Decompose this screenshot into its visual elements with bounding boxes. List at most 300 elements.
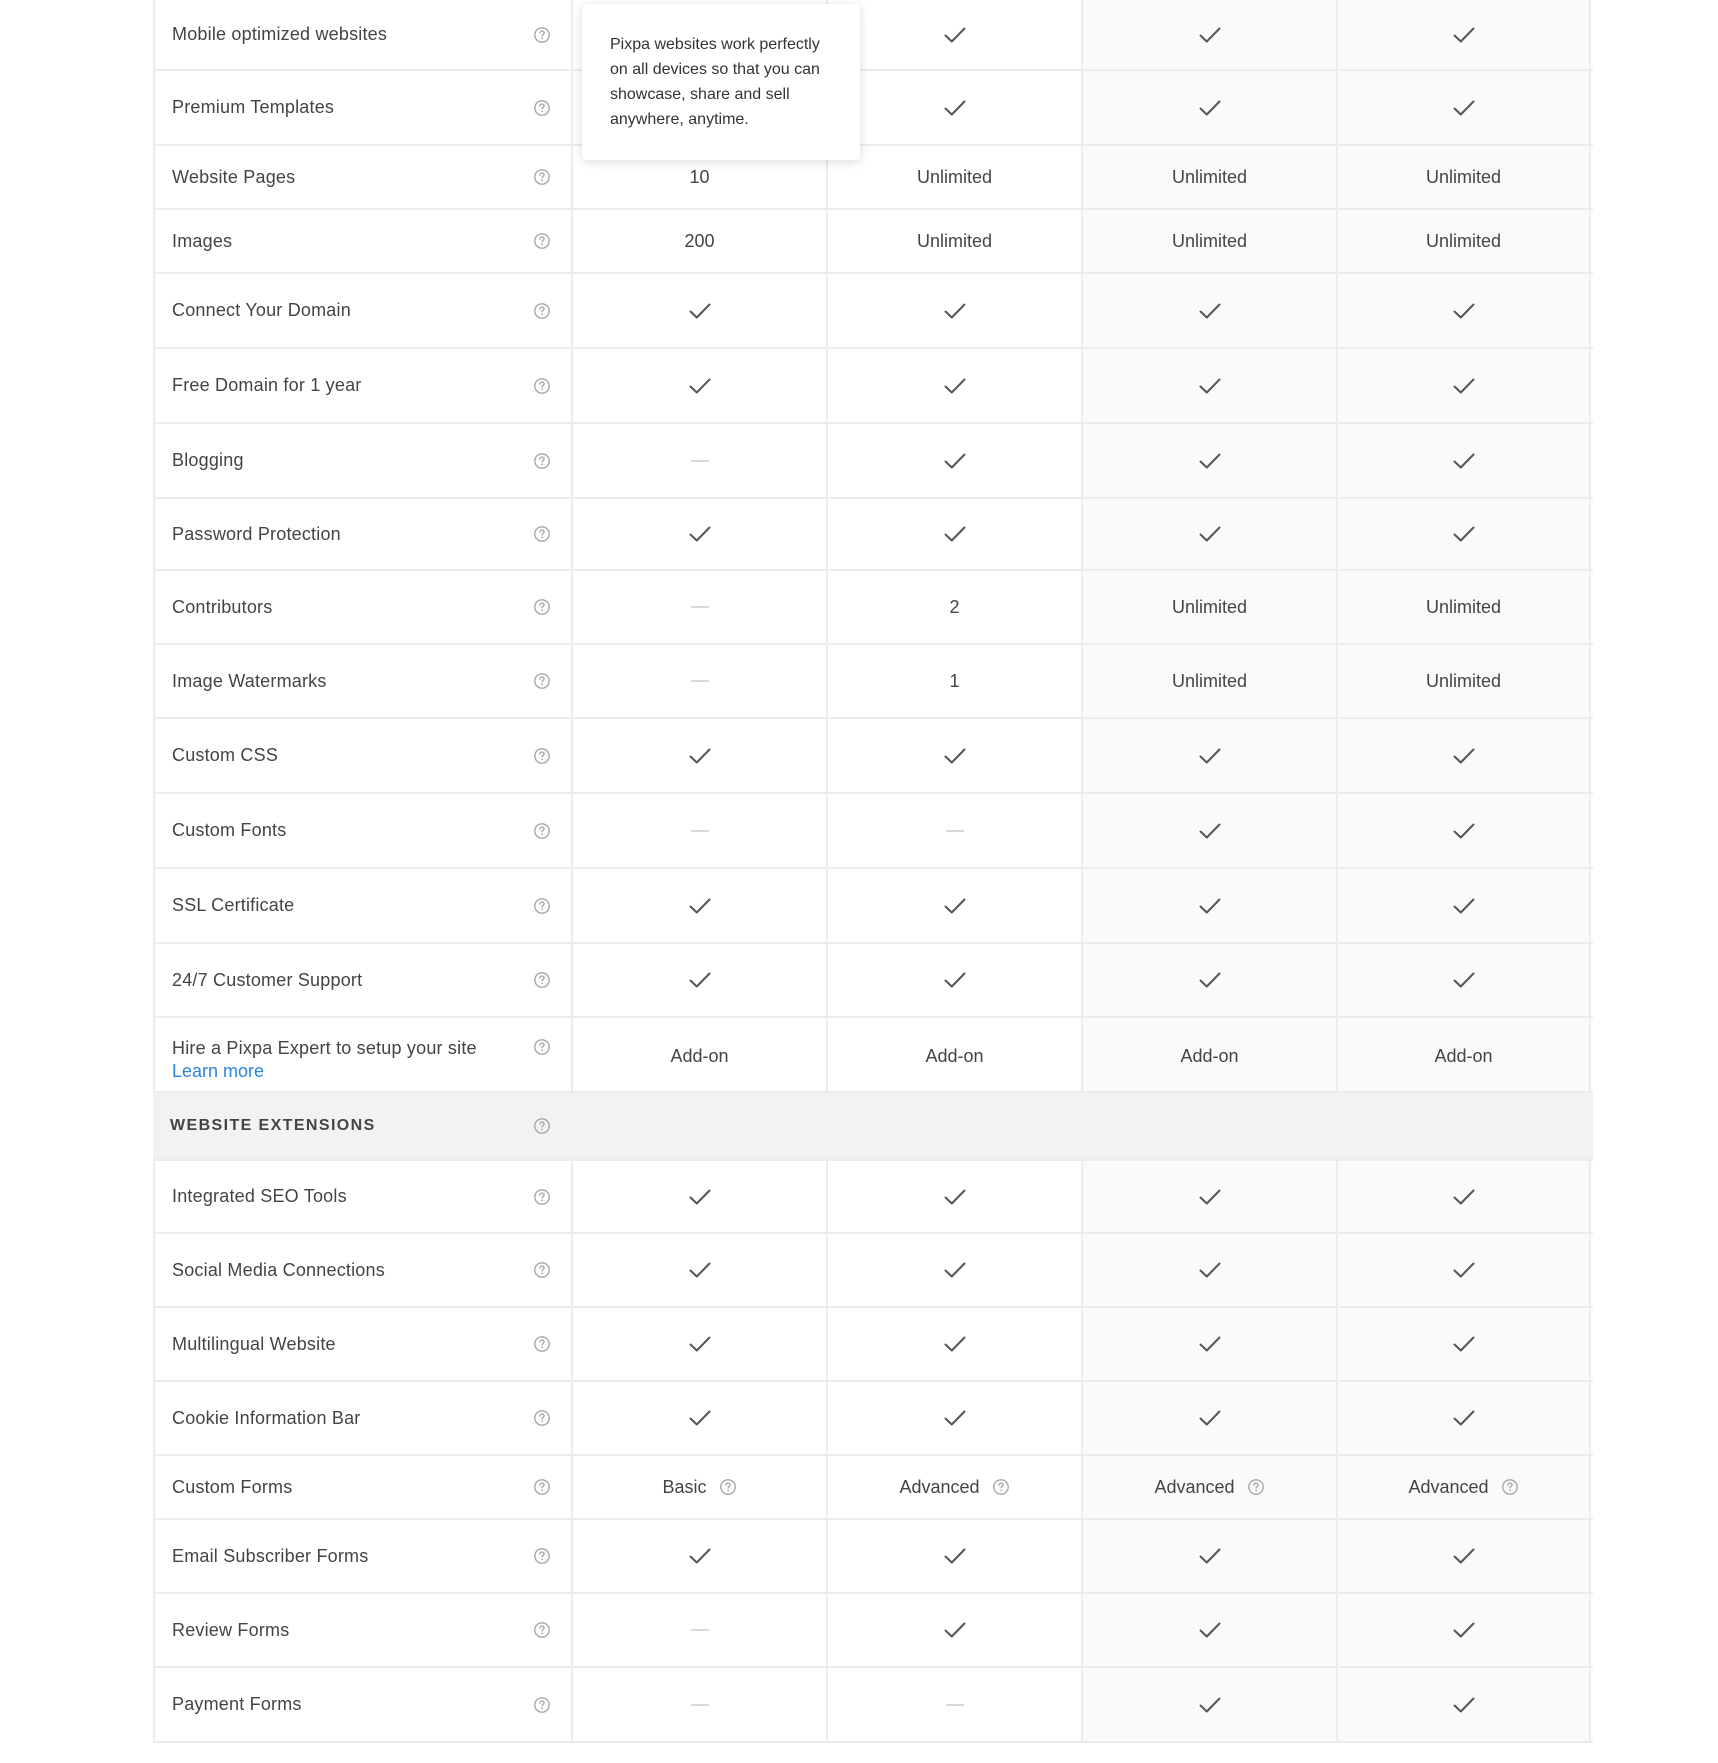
plan-cell bbox=[1081, 1668, 1336, 1741]
plan-value: Add-on bbox=[1434, 1046, 1493, 1066]
feature-row-integrated-seo-tools bbox=[153, 1161, 1593, 1234]
check-icon bbox=[1453, 1547, 1475, 1565]
feature-label-cell bbox=[153, 944, 571, 1016]
feature-label-wrap bbox=[170, 1117, 376, 1135]
plan-cell bbox=[826, 1308, 1081, 1380]
feature-label-cell bbox=[153, 1161, 571, 1232]
feature-label-cell bbox=[153, 274, 571, 347]
plan-cell bbox=[1336, 349, 1591, 422]
plan-cell bbox=[1336, 719, 1591, 792]
plan-cell bbox=[826, 349, 1081, 422]
check-icon bbox=[1199, 1335, 1221, 1353]
plan-cell bbox=[826, 71, 1081, 144]
check-icon bbox=[944, 1547, 966, 1565]
check-icon bbox=[1453, 525, 1475, 543]
feature-label-wrap bbox=[172, 375, 361, 396]
check-icon bbox=[689, 1335, 711, 1353]
plan-cell bbox=[1336, 571, 1591, 643]
check-icon bbox=[689, 1188, 711, 1206]
feature-label-cell bbox=[153, 71, 571, 144]
feature-label-wrap bbox=[172, 1334, 336, 1355]
plan-cell bbox=[826, 1520, 1081, 1592]
plan-cell bbox=[1336, 71, 1591, 144]
check-icon bbox=[1199, 452, 1221, 470]
help-icon[interactable] bbox=[992, 1478, 1010, 1496]
help-icon[interactable] bbox=[533, 672, 551, 690]
feature-label-cell bbox=[153, 146, 571, 208]
check-icon bbox=[1199, 1188, 1221, 1206]
help-icon[interactable] bbox=[533, 971, 551, 989]
plan-cell bbox=[826, 571, 1081, 643]
feature-label: SSL Certificate bbox=[172, 895, 295, 915]
feature-label: Custom CSS bbox=[172, 745, 279, 765]
plan-cell bbox=[1081, 499, 1336, 569]
plan-cell bbox=[826, 944, 1081, 1016]
plan-cell bbox=[826, 1668, 1081, 1741]
plan-cell bbox=[1336, 794, 1591, 867]
check-icon bbox=[689, 971, 711, 989]
dash-icon bbox=[691, 680, 709, 682]
check-icon bbox=[944, 897, 966, 915]
plan-cell bbox=[826, 719, 1081, 792]
feature-label-cell bbox=[153, 1234, 571, 1306]
plan-value: Advanced bbox=[1154, 1476, 1235, 1497]
feature-label-cell bbox=[153, 0, 571, 69]
check-icon bbox=[1199, 302, 1221, 320]
plan-cell bbox=[1081, 645, 1336, 717]
plan-comparison-table bbox=[153, 0, 1593, 1743]
help-icon[interactable] bbox=[533, 1188, 551, 1206]
feature-label-cell bbox=[153, 1520, 571, 1592]
feature-label: Mobile optimized websites bbox=[172, 24, 388, 44]
help-icon[interactable] bbox=[1501, 1478, 1519, 1496]
feature-label-wrap bbox=[172, 450, 244, 471]
help-icon[interactable] bbox=[1247, 1478, 1265, 1496]
feature-label-wrap bbox=[172, 1620, 289, 1641]
plan-cell bbox=[571, 1018, 826, 1091]
feature-label-cell bbox=[153, 1594, 571, 1666]
feature-label-wrap bbox=[172, 1408, 361, 1429]
check-icon bbox=[1453, 99, 1475, 117]
plan-cell bbox=[826, 1594, 1081, 1666]
plan-cell bbox=[1081, 349, 1336, 422]
learn-more-link[interactable]: Learn more bbox=[172, 1061, 265, 1081]
plan-value: Unlimited bbox=[1425, 230, 1502, 251]
tooltip-text: Pixpa websites work perfectly on all devices so that you can showcase, share and sell anywhere, anytime. bbox=[610, 36, 820, 128]
plan-value: Unlimited bbox=[1425, 596, 1502, 617]
feature-label: Custom Fonts bbox=[172, 820, 287, 840]
dash-icon bbox=[691, 830, 709, 832]
help-icon[interactable] bbox=[533, 1409, 551, 1427]
dash-icon bbox=[691, 460, 709, 462]
feature-label-wrap bbox=[172, 231, 232, 252]
plan-cell bbox=[1081, 0, 1336, 69]
help-icon[interactable] bbox=[533, 99, 551, 117]
feature-label-wrap bbox=[172, 97, 334, 118]
help-icon[interactable] bbox=[533, 747, 551, 765]
feature-label-cell bbox=[153, 719, 571, 792]
check-icon bbox=[1453, 1261, 1475, 1279]
plan-value: Add-on bbox=[925, 1046, 984, 1066]
feature-label-cell bbox=[153, 645, 571, 717]
plan-cell bbox=[571, 274, 826, 347]
plan-cell bbox=[1081, 1594, 1336, 1666]
feature-row-social-media-connections bbox=[153, 1234, 1593, 1308]
feature-label-wrap bbox=[172, 1694, 302, 1715]
plan-cell bbox=[826, 146, 1081, 208]
plan-value: Advanced bbox=[1408, 1476, 1489, 1497]
plan-cell bbox=[826, 1161, 1081, 1232]
plan-value-with-help bbox=[1154, 1477, 1264, 1498]
plan-value: 2 bbox=[949, 596, 960, 617]
feature-label: Free Domain for 1 year bbox=[172, 375, 362, 395]
help-icon[interactable] bbox=[533, 232, 551, 250]
plan-cell bbox=[826, 1093, 1081, 1159]
plan-cell bbox=[1336, 1093, 1591, 1159]
feature-label: Password Protection bbox=[172, 523, 341, 544]
plan-cell bbox=[1081, 1382, 1336, 1454]
plan-cell bbox=[571, 424, 826, 497]
check-icon bbox=[1453, 302, 1475, 320]
check-icon bbox=[1199, 1261, 1221, 1279]
plan-cell bbox=[1081, 274, 1336, 347]
plan-cell bbox=[571, 1382, 826, 1454]
check-icon bbox=[689, 525, 711, 543]
check-icon bbox=[1453, 897, 1475, 915]
help-icon[interactable] bbox=[533, 598, 551, 616]
check-icon bbox=[944, 525, 966, 543]
plan-cell bbox=[1336, 210, 1591, 272]
plan-cell bbox=[1081, 1520, 1336, 1592]
feature-label-cell bbox=[153, 499, 571, 569]
check-icon bbox=[689, 897, 711, 915]
plan-cell bbox=[1336, 424, 1591, 497]
plan-value: Unlimited bbox=[1171, 166, 1248, 187]
check-icon bbox=[944, 1409, 966, 1427]
plan-cell bbox=[1081, 571, 1336, 643]
check-icon bbox=[1199, 1547, 1221, 1565]
feature-row-images bbox=[153, 210, 1593, 274]
plan-cell bbox=[571, 1308, 826, 1380]
feature-label: Custom Forms bbox=[172, 1476, 293, 1497]
feature-row-24-7-customer-support bbox=[153, 944, 1593, 1018]
plan-cell bbox=[571, 1093, 826, 1159]
plan-value-with-help bbox=[1408, 1477, 1518, 1498]
plan-value: Unlimited bbox=[916, 230, 993, 251]
plan-cell bbox=[1336, 869, 1591, 942]
feature-label-cell bbox=[153, 1382, 571, 1454]
plan-cell bbox=[571, 1161, 826, 1232]
plan-cell bbox=[1336, 499, 1591, 569]
check-icon bbox=[944, 452, 966, 470]
feature-label-wrap bbox=[172, 1477, 292, 1498]
check-icon bbox=[1199, 897, 1221, 915]
feature-label-wrap bbox=[172, 300, 351, 321]
help-icon[interactable] bbox=[533, 1038, 551, 1056]
plan-cell bbox=[1336, 1382, 1591, 1454]
feature-label: Email Subscriber Forms bbox=[172, 1545, 369, 1566]
check-icon bbox=[689, 302, 711, 320]
feature-row-contributors bbox=[153, 571, 1593, 645]
check-icon bbox=[1453, 377, 1475, 395]
plan-cell bbox=[1336, 1520, 1591, 1592]
feature-row-custom-forms bbox=[153, 1456, 1593, 1520]
help-icon[interactable] bbox=[533, 26, 551, 44]
feature-label: Image Watermarks bbox=[172, 670, 327, 691]
section-header-row bbox=[153, 1093, 1593, 1161]
help-icon[interactable] bbox=[533, 1335, 551, 1353]
plan-cell bbox=[571, 1456, 826, 1518]
plan-cell bbox=[571, 794, 826, 867]
check-icon bbox=[1453, 452, 1475, 470]
plan-cell bbox=[571, 499, 826, 569]
feature-row-custom-fonts bbox=[153, 794, 1593, 869]
plan-cell bbox=[1081, 210, 1336, 272]
plan-cell bbox=[1336, 645, 1591, 717]
help-icon[interactable] bbox=[533, 822, 551, 840]
dash-icon bbox=[691, 1629, 709, 1631]
feature-label-wrap bbox=[172, 970, 362, 991]
plan-value: Basic bbox=[662, 1476, 707, 1497]
feature-row-custom-css bbox=[153, 719, 1593, 794]
feature-row-free-domain-for-1-year bbox=[153, 349, 1593, 424]
feature-label: Blogging bbox=[172, 450, 244, 470]
plan-cell bbox=[826, 794, 1081, 867]
plan-cell bbox=[1081, 71, 1336, 144]
plan-cell bbox=[1336, 1668, 1591, 1741]
help-icon[interactable] bbox=[719, 1478, 737, 1496]
plan-cell bbox=[1336, 1161, 1591, 1232]
feature-row-email-subscriber-forms bbox=[153, 1520, 1593, 1594]
feature-label-wrap bbox=[172, 597, 272, 618]
feature-label: Images bbox=[172, 230, 233, 251]
feature-row-blogging bbox=[153, 424, 1593, 499]
feature-tooltip bbox=[582, 4, 860, 160]
check-icon bbox=[1199, 26, 1221, 44]
feature-row-review-forms bbox=[153, 1594, 1593, 1668]
help-icon[interactable] bbox=[533, 1547, 551, 1565]
feature-label-wrap bbox=[172, 1546, 368, 1567]
plan-cell bbox=[1081, 1456, 1336, 1518]
plan-cell bbox=[1336, 274, 1591, 347]
check-icon bbox=[1453, 1335, 1475, 1353]
feature-label: Premium Templates bbox=[172, 97, 335, 117]
feature-label-wrap bbox=[172, 524, 341, 545]
plan-cell bbox=[1336, 1018, 1591, 1091]
feature-label: Cookie Information Bar bbox=[172, 1407, 361, 1428]
check-icon bbox=[1199, 971, 1221, 989]
plan-cell bbox=[1081, 1234, 1336, 1306]
check-icon bbox=[1199, 1409, 1221, 1427]
feature-label: Hire a Pixpa Expert to setup your site bbox=[172, 1038, 477, 1058]
check-icon bbox=[944, 302, 966, 320]
help-icon[interactable] bbox=[533, 377, 551, 395]
feature-label: Social Media Connections bbox=[172, 1259, 385, 1280]
plan-cell bbox=[571, 1594, 826, 1666]
plan-cell bbox=[1081, 794, 1336, 867]
check-icon bbox=[1453, 1409, 1475, 1427]
feature-label-cell bbox=[153, 1668, 571, 1741]
plan-cell bbox=[826, 1382, 1081, 1454]
feature-label-wrap bbox=[172, 167, 295, 188]
help-icon[interactable] bbox=[533, 452, 551, 470]
feature-row-ssl-certificate bbox=[153, 869, 1593, 944]
feature-row-multilingual-website bbox=[153, 1308, 1593, 1382]
feature-label-wrap bbox=[172, 671, 327, 692]
check-icon bbox=[1453, 1696, 1475, 1714]
plan-value: Unlimited bbox=[1171, 596, 1248, 617]
check-icon bbox=[689, 1547, 711, 1565]
help-icon[interactable] bbox=[533, 1261, 551, 1279]
feature-label: Integrated SEO Tools bbox=[172, 1186, 347, 1206]
feature-row-connect-your-domain bbox=[153, 274, 1593, 349]
help-icon[interactable] bbox=[533, 1478, 551, 1496]
check-icon bbox=[944, 1261, 966, 1279]
plan-cell bbox=[1081, 869, 1336, 942]
check-icon bbox=[1453, 26, 1475, 44]
feature-label: 24/7 Customer Support bbox=[172, 969, 363, 990]
help-icon[interactable] bbox=[533, 897, 551, 915]
plan-cell bbox=[826, 1234, 1081, 1306]
check-icon bbox=[944, 1335, 966, 1353]
feature-row-cookie-information-bar bbox=[153, 1382, 1593, 1456]
plan-cell bbox=[571, 210, 826, 272]
feature-row-website-pages bbox=[153, 146, 1593, 210]
feature-label-cell bbox=[153, 1093, 571, 1159]
feature-label-cell bbox=[153, 424, 571, 497]
feature-label-wrap bbox=[172, 745, 278, 766]
plan-value: Unlimited bbox=[1171, 670, 1248, 691]
feature-label: Multilingual Website bbox=[172, 1333, 336, 1354]
plan-value: 200 bbox=[684, 230, 715, 251]
check-icon bbox=[689, 377, 711, 395]
check-icon bbox=[1453, 1188, 1475, 1206]
plan-value: 1 bbox=[949, 670, 960, 691]
plan-cell bbox=[826, 210, 1081, 272]
plan-cell bbox=[571, 1668, 826, 1741]
dash-icon bbox=[946, 1704, 964, 1706]
feature-label-cell bbox=[153, 869, 571, 942]
feature-label: Contributors bbox=[172, 596, 273, 617]
plan-cell bbox=[571, 1520, 826, 1592]
plan-cell bbox=[571, 719, 826, 792]
help-icon[interactable] bbox=[533, 525, 551, 543]
plan-cell bbox=[1081, 1093, 1336, 1159]
check-icon bbox=[1453, 747, 1475, 765]
check-icon bbox=[689, 1261, 711, 1279]
feature-label: Review Forms bbox=[172, 1619, 290, 1640]
plan-cell bbox=[1081, 146, 1336, 208]
feature-label-wrap bbox=[172, 820, 286, 841]
dash-icon bbox=[946, 830, 964, 832]
check-icon bbox=[944, 1188, 966, 1206]
plan-cell bbox=[571, 349, 826, 422]
feature-label-cell bbox=[153, 571, 571, 643]
check-icon bbox=[689, 1409, 711, 1427]
feature-row-premium-templates bbox=[153, 71, 1593, 146]
check-icon bbox=[1199, 1696, 1221, 1714]
feature-label-wrap bbox=[172, 1038, 477, 1082]
check-icon bbox=[944, 747, 966, 765]
check-icon bbox=[1199, 99, 1221, 117]
feature-row-mobile-optimized-websites bbox=[153, 0, 1593, 71]
feature-row-image-watermarks bbox=[153, 645, 1593, 719]
plan-cell bbox=[1081, 1308, 1336, 1380]
check-icon bbox=[689, 747, 711, 765]
check-icon bbox=[1199, 1621, 1221, 1639]
help-icon[interactable] bbox=[533, 302, 551, 320]
plan-cell bbox=[826, 0, 1081, 69]
feature-label-cell bbox=[153, 1018, 571, 1091]
plan-cell bbox=[826, 274, 1081, 347]
feature-label-wrap bbox=[172, 1260, 385, 1281]
help-icon[interactable] bbox=[533, 168, 551, 186]
plan-cell bbox=[826, 424, 1081, 497]
plan-cell bbox=[571, 1234, 826, 1306]
check-icon bbox=[1199, 525, 1221, 543]
plan-value: Unlimited bbox=[1171, 230, 1248, 251]
plan-cell bbox=[1336, 1456, 1591, 1518]
plan-cell bbox=[571, 869, 826, 942]
plan-cell bbox=[1081, 944, 1336, 1016]
feature-row-payment-forms bbox=[153, 1668, 1593, 1743]
plan-cell bbox=[1081, 1161, 1336, 1232]
help-icon[interactable] bbox=[533, 1696, 551, 1714]
plan-cell bbox=[826, 645, 1081, 717]
check-icon bbox=[944, 99, 966, 117]
check-icon bbox=[1199, 377, 1221, 395]
feature-row-password-protection bbox=[153, 499, 1593, 571]
plan-value: Unlimited bbox=[916, 166, 993, 187]
check-icon bbox=[944, 377, 966, 395]
check-icon bbox=[1199, 747, 1221, 765]
check-icon bbox=[944, 971, 966, 989]
help-icon[interactable] bbox=[533, 1621, 551, 1639]
feature-label-cell bbox=[153, 210, 571, 272]
plan-value-with-help bbox=[899, 1477, 1009, 1498]
dash-icon bbox=[691, 1704, 709, 1706]
check-icon bbox=[1453, 971, 1475, 989]
section-title: WEBSITE EXTENSIONS bbox=[170, 1117, 376, 1134]
plan-cell bbox=[1336, 1308, 1591, 1380]
feature-label: Payment Forms bbox=[172, 1694, 302, 1714]
feature-label-cell bbox=[153, 349, 571, 422]
feature-label: Connect Your Domain bbox=[172, 300, 351, 320]
feature-label-cell bbox=[153, 1308, 571, 1380]
plan-value-with-help bbox=[662, 1477, 736, 1498]
feature-label-wrap bbox=[172, 895, 294, 916]
plan-cell bbox=[1336, 944, 1591, 1016]
feature-row-hire-a-pixpa-expert-to-setup-your-site bbox=[153, 1018, 1593, 1093]
plan-cell bbox=[1336, 146, 1591, 208]
check-icon bbox=[944, 26, 966, 44]
feature-label-cell bbox=[153, 1456, 571, 1518]
plan-cell bbox=[826, 1456, 1081, 1518]
check-icon bbox=[1453, 1621, 1475, 1639]
plan-cell bbox=[1081, 424, 1336, 497]
plan-value: Advanced bbox=[899, 1476, 980, 1497]
plan-cell bbox=[1336, 1234, 1591, 1306]
plan-cell bbox=[1336, 0, 1591, 69]
check-icon bbox=[944, 1621, 966, 1639]
plan-cell bbox=[571, 944, 826, 1016]
check-icon bbox=[1199, 822, 1221, 840]
dash-icon bbox=[691, 606, 709, 608]
plan-value: 10 bbox=[689, 166, 710, 187]
plan-value: Unlimited bbox=[1425, 670, 1502, 691]
plan-cell bbox=[826, 499, 1081, 569]
help-icon[interactable] bbox=[533, 1117, 551, 1135]
